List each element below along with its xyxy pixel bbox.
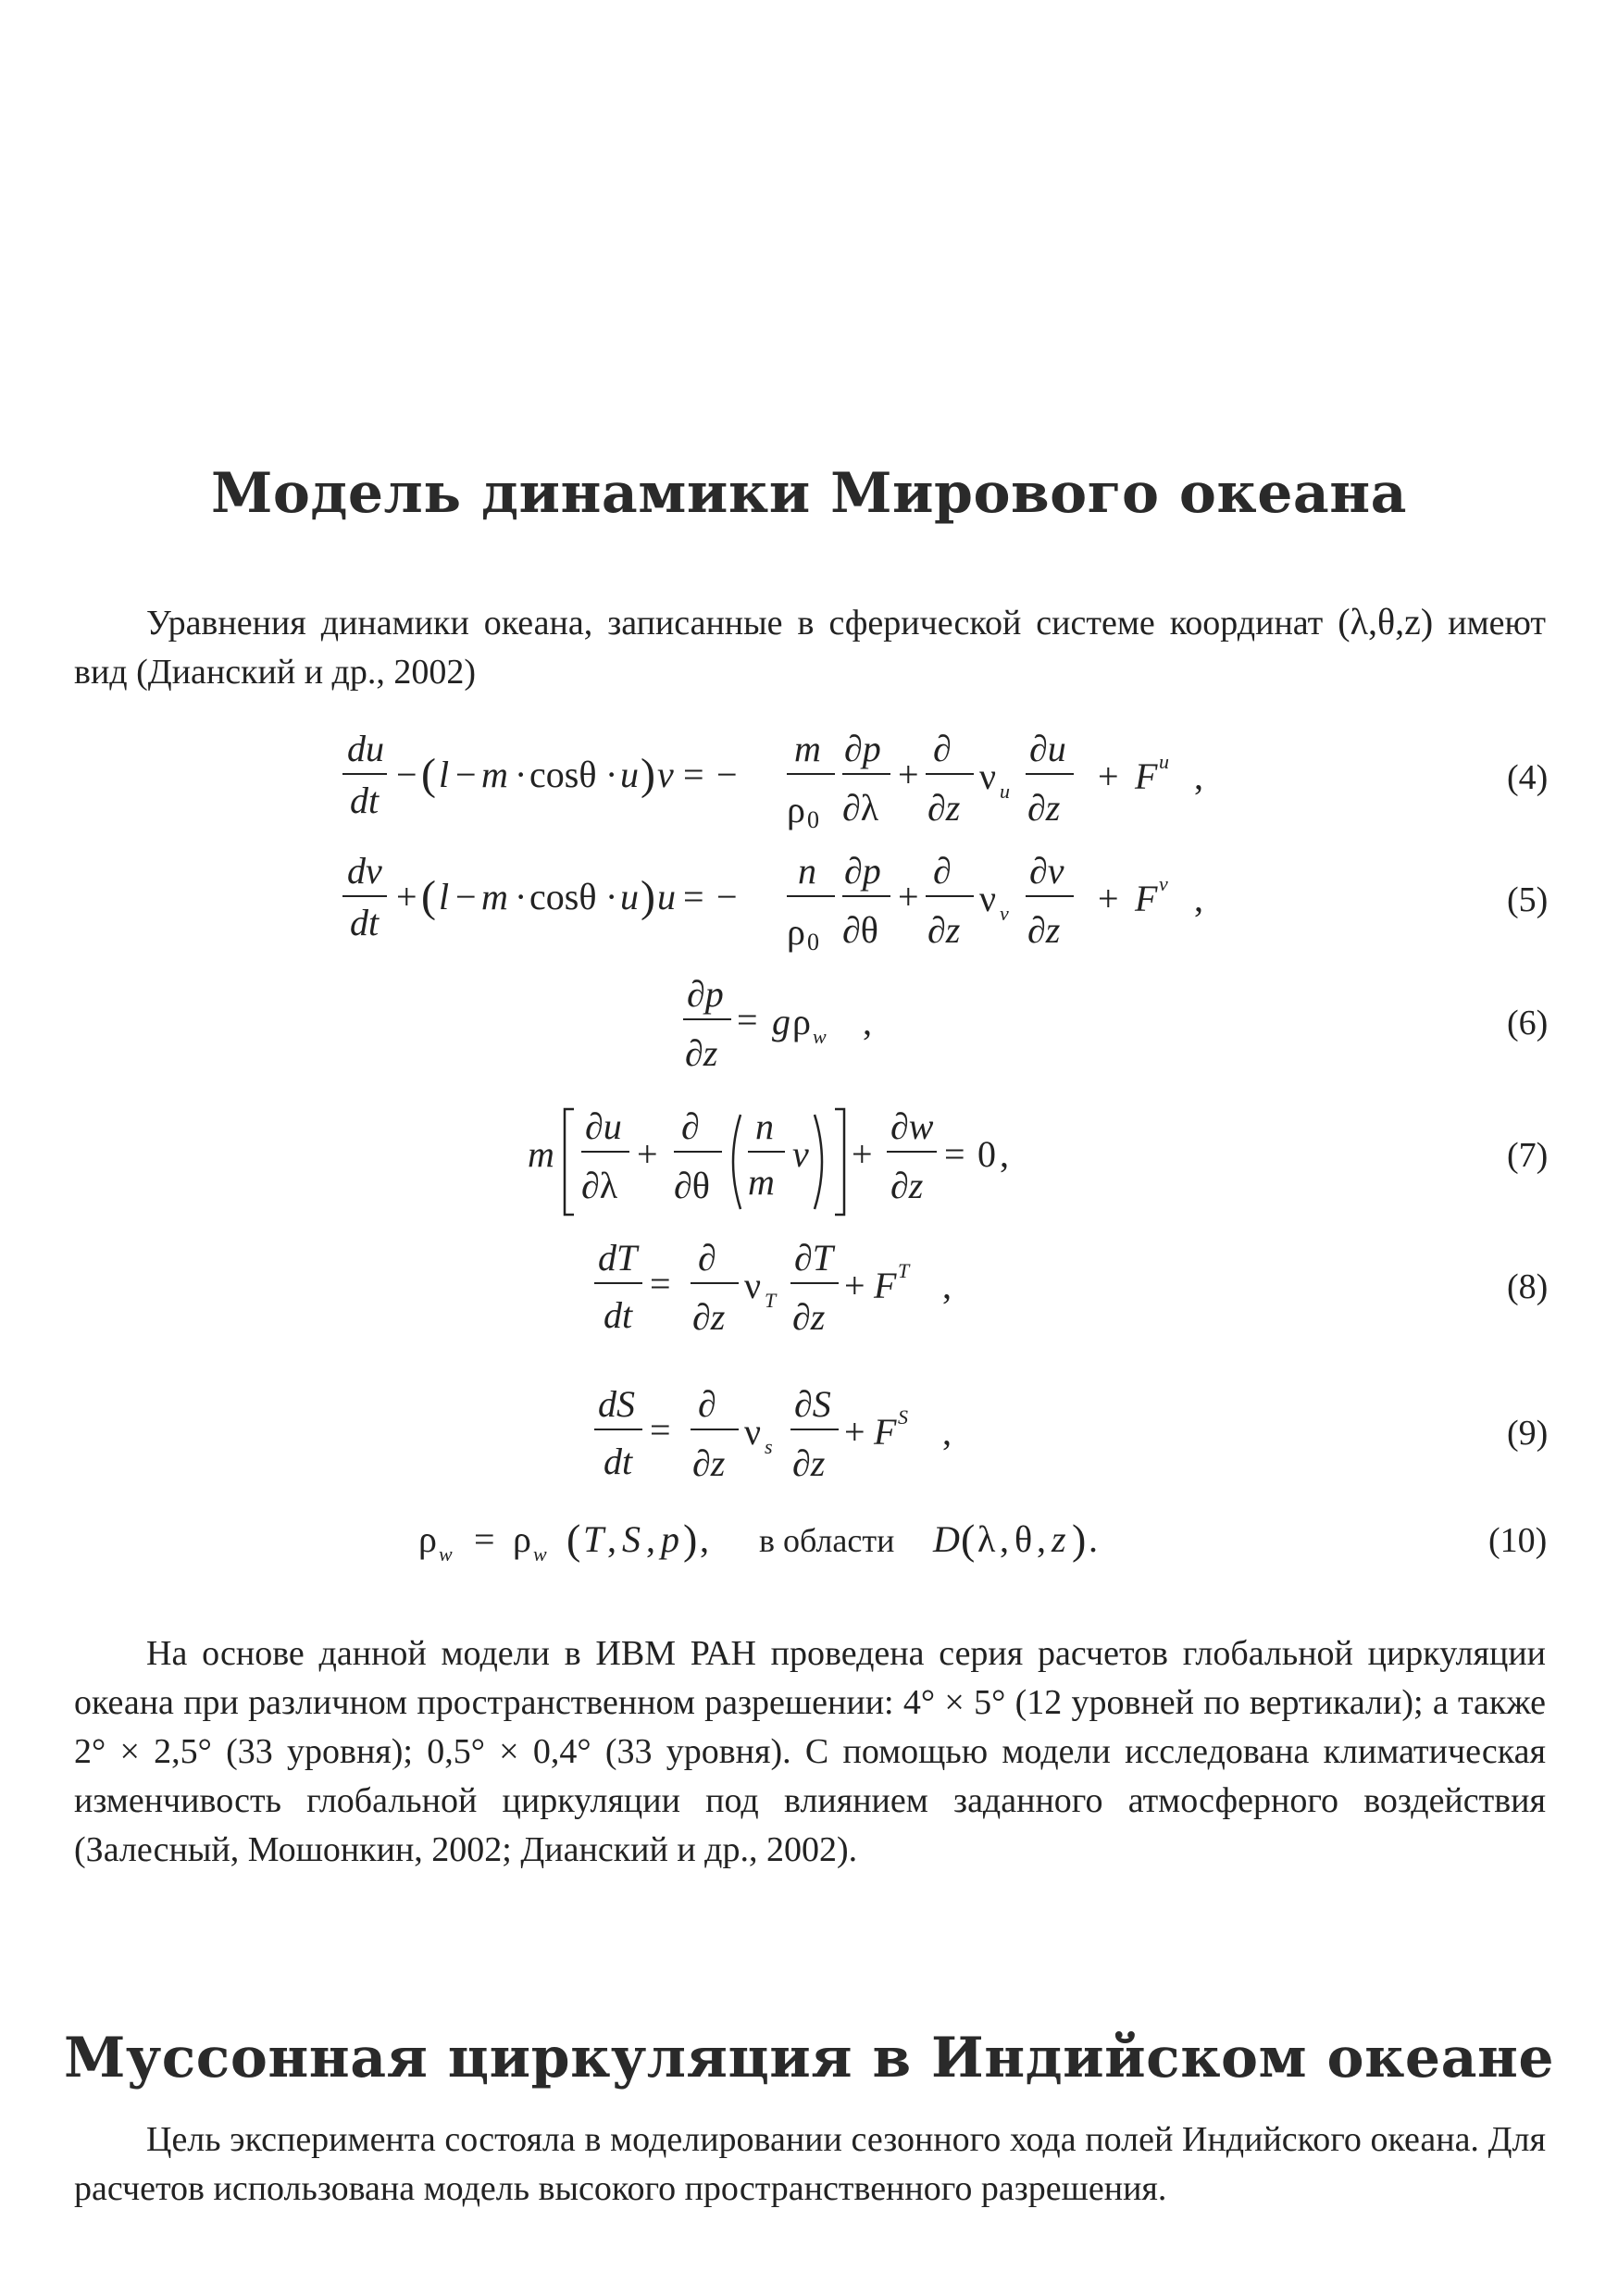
svg-text:S: S (622, 1518, 641, 1560)
svg-text:ρ: ρ (792, 1001, 811, 1042)
svg-text:dv: dv (347, 850, 382, 892)
svg-text:F: F (1135, 755, 1158, 797)
svg-text:−: − (716, 876, 738, 917)
svg-text:dt: dt (604, 1441, 633, 1482)
svg-text:u: u (657, 876, 676, 917)
results-paragraph-text: На основе данной модели в ИВМ РАН проведена серия расчетов глобальной циркуляции океана при различном пространственном разрешении: 4° × 5° (12 уровней по вертикали); а также 2° × 2,5° (33 уровня); 0,5° × 0,4° (33 уровня). С помощью модели исследована климатическая изменчивость глобальной циркуляции под влиянием заданного атмосферного воздействия (Залесный, Мошонкин, 2002; Дианский и др., 2002). (74, 1634, 1546, 1869)
svg-text:∂: ∂ (681, 1105, 700, 1147)
svg-text:∂p: ∂p (844, 850, 881, 892)
svg-text:θ: θ (1014, 1518, 1033, 1560)
svg-text:,: , (607, 1518, 616, 1560)
svg-text:u: u (620, 876, 639, 917)
svg-text:dt: dt (350, 902, 380, 943)
svg-text:w: w (439, 1542, 453, 1566)
equation-7 (0, 1092, 1618, 1222)
svg-text:,: , (863, 1001, 872, 1042)
svg-text:n: n (798, 850, 816, 892)
equation-number: (9) (1507, 1414, 1549, 1453)
equation-10-text: в области (759, 1522, 895, 1559)
svg-text:=: = (650, 1263, 671, 1304)
svg-text:m: m (794, 728, 821, 769)
svg-text:dt: dt (350, 780, 380, 821)
svg-text:∂z: ∂z (1027, 909, 1061, 951)
svg-text:): ) (641, 750, 655, 799)
svg-text:(: ( (421, 872, 436, 921)
svg-text:∂T: ∂T (794, 1237, 834, 1279)
svg-text:F: F (874, 1411, 897, 1453)
svg-text:v: v (1159, 872, 1168, 895)
svg-text:·: · (515, 754, 528, 795)
svg-text:ρ: ρ (418, 1518, 437, 1560)
svg-text:dS: dS (598, 1383, 635, 1425)
svg-text:0: 0 (807, 806, 819, 833)
svg-text:=: = (650, 1409, 671, 1451)
equation-4 (0, 722, 1618, 833)
results-paragraph (74, 1629, 1546, 1875)
svg-text:ρ: ρ (787, 789, 805, 830)
svg-text:∂: ∂ (698, 1383, 716, 1425)
svg-text:+: + (898, 876, 919, 917)
svg-text:∂z: ∂z (685, 1032, 718, 1074)
svg-text:ν: ν (744, 1265, 762, 1306)
intro-paragraph (74, 597, 1546, 697)
equation-9 (0, 1378, 1618, 1489)
svg-text:∂v: ∂v (1029, 850, 1064, 892)
svg-text:F: F (1135, 878, 1158, 919)
svg-text:0: 0 (807, 929, 819, 955)
svg-text:∂: ∂ (698, 1237, 716, 1279)
svg-text:cosθ: cosθ (529, 876, 597, 917)
svg-text:+: + (396, 876, 417, 917)
svg-text:w: w (813, 1025, 827, 1048)
svg-text:+: + (844, 1265, 865, 1306)
monsoon-paragraph-text: Цель эксперимента состояла в моделировании сезонного хода полей Индийского океана. Для расчетов использована модель высокого пространственного разрешения. (74, 2120, 1546, 2208)
svg-text:,: , (942, 1265, 952, 1306)
svg-text:ν: ν (979, 878, 997, 919)
svg-text:·: · (605, 754, 618, 795)
svg-text:=: = (737, 999, 758, 1041)
svg-text:,: , (1037, 1518, 1046, 1560)
svg-text:m: m (528, 1133, 554, 1175)
svg-text:,: , (1000, 1133, 1009, 1175)
svg-text:−: − (716, 754, 738, 795)
svg-text:∂z: ∂z (692, 1296, 726, 1338)
svg-text:(: ( (566, 1516, 581, 1563)
svg-text:p: p (661, 1518, 679, 1560)
svg-text:∂: ∂ (933, 850, 952, 892)
equation-10 (0, 1509, 1618, 1583)
svg-text:,: , (646, 1518, 655, 1560)
svg-text:=: = (474, 1518, 495, 1560)
svg-text:=: = (683, 876, 704, 917)
svg-text:z: z (1052, 1518, 1066, 1560)
svg-text:,: , (1194, 755, 1203, 797)
svg-text:+: + (1098, 755, 1119, 797)
svg-text:cosθ: cosθ (529, 754, 597, 795)
svg-text:ρ: ρ (513, 1518, 531, 1560)
equation-5 (0, 844, 1618, 955)
svg-text:∂z: ∂z (927, 909, 961, 951)
intro-line1: Уравнения динамики океана, записанные в сферической системе координат (146, 604, 1324, 643)
svg-text:∂z: ∂z (792, 1442, 826, 1484)
equation-number: (4) (1507, 758, 1549, 797)
monsoon-paragraph (74, 2115, 1546, 2214)
svg-text:ν: ν (979, 755, 997, 797)
section-title-2: Муссонная циркуляция в Индийском океане (63, 2026, 1555, 2090)
svg-text:∂u: ∂u (1029, 728, 1066, 769)
svg-text:,: , (1000, 1518, 1009, 1560)
svg-text:λ: λ (977, 1518, 996, 1560)
svg-text:u: u (1000, 780, 1010, 803)
svg-text:0: 0 (977, 1133, 996, 1175)
svg-text:u: u (1159, 750, 1169, 773)
svg-text:∂p: ∂p (844, 728, 881, 769)
svg-text:,: , (1194, 878, 1203, 919)
svg-text:ν: ν (744, 1411, 762, 1453)
svg-text:u: u (620, 754, 639, 795)
svg-text:T: T (765, 1289, 777, 1312)
svg-text:·: · (605, 876, 618, 917)
intro-coords: (λ,θ,z) (1338, 601, 1434, 643)
equation-number: (7) (1507, 1136, 1549, 1175)
svg-text:∂z: ∂z (890, 1165, 924, 1206)
svg-text:∂λ: ∂λ (581, 1165, 618, 1206)
svg-text:T: T (583, 1518, 604, 1560)
svg-text:+: + (852, 1133, 873, 1175)
svg-text:=: = (683, 754, 704, 795)
svg-text:): ) (641, 872, 655, 921)
svg-text:S: S (898, 1405, 908, 1429)
svg-text:m: m (748, 1161, 775, 1203)
svg-text:(: ( (421, 750, 436, 799)
svg-text:∂λ: ∂λ (842, 787, 879, 829)
svg-text:v: v (792, 1133, 809, 1175)
svg-text:+: + (844, 1411, 865, 1453)
svg-text:m: m (481, 754, 508, 795)
equation-6 (0, 967, 1618, 1079)
svg-text:·: · (515, 876, 528, 917)
equation-8 (0, 1231, 1618, 1342)
svg-text:F: F (874, 1265, 897, 1306)
svg-text:): ) (683, 1516, 698, 1563)
svg-text:∂z: ∂z (692, 1442, 726, 1484)
svg-text:∂: ∂ (933, 728, 952, 769)
svg-text:ρ: ρ (787, 911, 805, 953)
svg-text:∂z: ∂z (1027, 787, 1061, 829)
svg-text:+: + (898, 754, 919, 795)
svg-text:∂p: ∂p (687, 973, 724, 1015)
svg-text:,: , (700, 1518, 709, 1560)
svg-text:dT: dT (598, 1237, 638, 1279)
equation-number: (6) (1507, 1004, 1549, 1042)
svg-text:l: l (439, 876, 450, 917)
equation-number: (5) (1507, 880, 1549, 919)
intro-line2: имеют вид (Дианский и др., 2002) (74, 604, 1547, 692)
svg-text:∂S: ∂S (794, 1383, 831, 1425)
svg-text:,: , (942, 1411, 952, 1453)
svg-text:w: w (533, 1542, 547, 1566)
svg-text:∂θ: ∂θ (674, 1165, 710, 1206)
svg-text:n: n (755, 1105, 774, 1147)
svg-text:∂z: ∂z (927, 787, 961, 829)
svg-text:D: D (933, 1518, 960, 1560)
equation-number: (8) (1507, 1267, 1549, 1306)
svg-text:T: T (898, 1259, 910, 1282)
svg-text:v: v (657, 754, 674, 795)
svg-text:m: m (481, 876, 508, 917)
svg-text:−: − (396, 754, 417, 795)
svg-text:du: du (347, 728, 384, 769)
svg-text:v: v (1000, 902, 1009, 925)
svg-text:+: + (637, 1133, 658, 1175)
svg-text:.: . (1089, 1518, 1098, 1560)
svg-text:=: = (944, 1133, 965, 1175)
svg-text:∂u: ∂u (585, 1105, 622, 1147)
svg-text:l: l (439, 754, 450, 795)
svg-text:g: g (772, 1001, 790, 1042)
svg-text:−: − (455, 876, 477, 917)
equation-number: (10) (1488, 1521, 1548, 1560)
svg-text:∂w: ∂w (890, 1105, 934, 1147)
svg-text:s: s (765, 1435, 773, 1458)
svg-text:∂z: ∂z (792, 1296, 826, 1338)
svg-text:): ) (1072, 1516, 1087, 1563)
svg-text:(: ( (961, 1516, 976, 1563)
svg-text:dt: dt (604, 1294, 633, 1336)
section-title: Модель динамики Мирового океана (210, 461, 1408, 526)
svg-text:−: − (455, 754, 477, 795)
svg-text:+: + (1098, 878, 1119, 919)
svg-text:∂θ: ∂θ (842, 909, 878, 951)
